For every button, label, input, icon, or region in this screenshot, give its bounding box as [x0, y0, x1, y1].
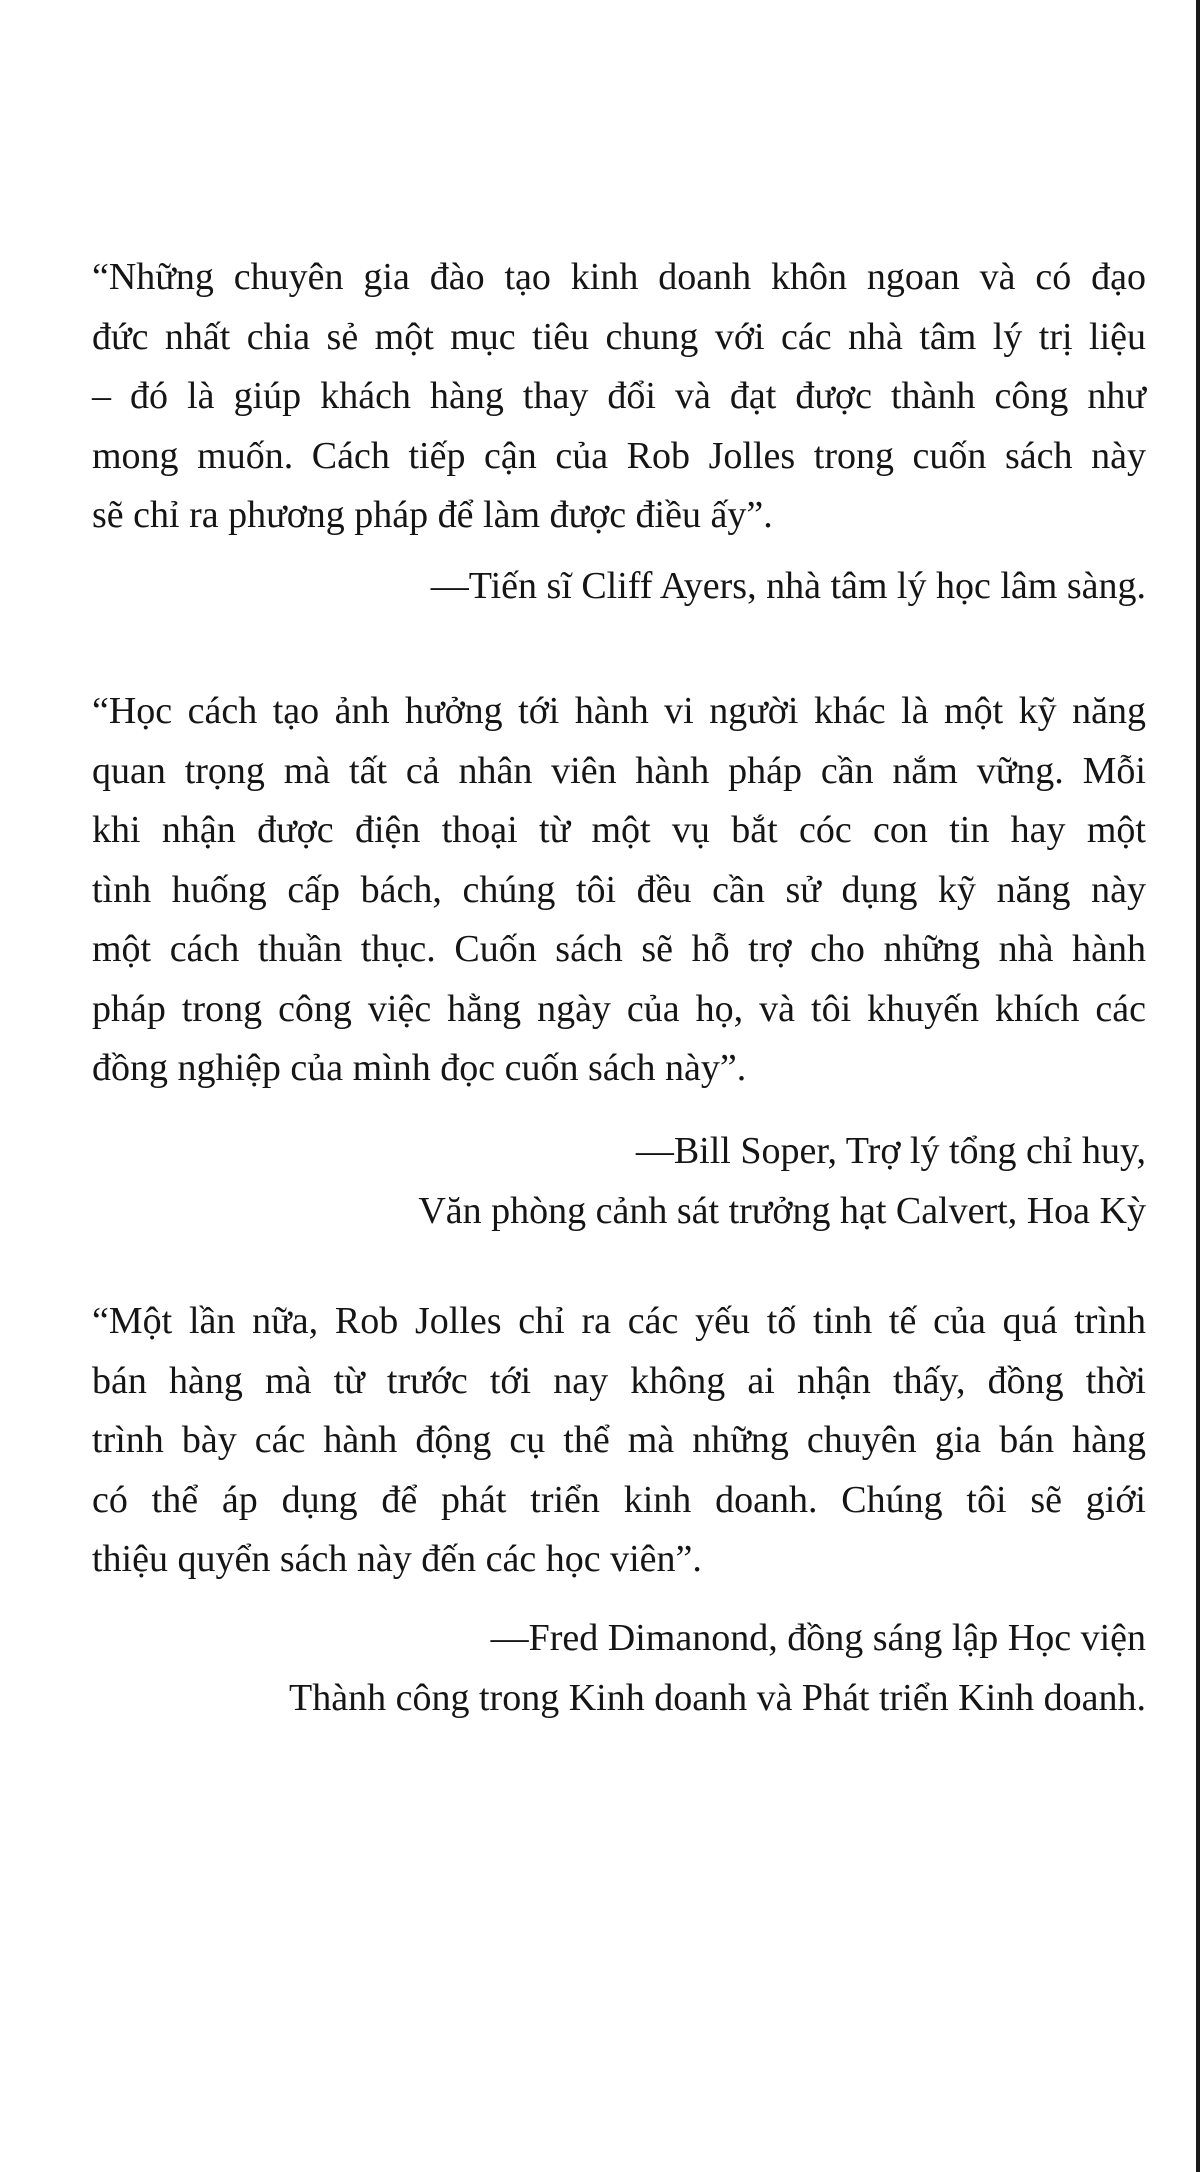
quote-line: pháp trong công việc hằng ngày của họ, và tôi khuyến khích các [92, 987, 1146, 1030]
testimonial-quote [92, 682, 1146, 1099]
quote-line: sẽ chỉ ra phương pháp để làm được điều ấy”. [92, 494, 773, 536]
quote-line: một cách thuần thục. Cuốn sách sẽ hỗ trợ cho những nhà hành [92, 928, 1146, 970]
attribution-line: —Bill Soper, Trợ lý tổng chỉ huy, [635, 1129, 1146, 1172]
quote-line: khi nhận được điện thoại từ một vụ bắt cóc con tin hay một [92, 809, 1146, 851]
attribution-line: Văn phòng cảnh sát trưởng hạt Calvert, Hoa Kỳ [418, 1189, 1146, 1232]
quote-line: “Một lần nữa, Rob Jolles chỉ ra các yếu tố tinh tế của quá trình [92, 1300, 1146, 1342]
quote-line: mong muốn. Cách tiếp cận của Rob Jolles trong cuốn sách này [92, 434, 1146, 477]
quote-line: “Học cách tạo ảnh hưởng tới hành vi người khác là một kỹ năng [92, 690, 1146, 732]
testimonial-quote [92, 1292, 1146, 1590]
attribution-line: —Fred Dimanond, đồng sáng lập Học viện [490, 1616, 1146, 1659]
quote-line: đức nhất chia sẻ một mục tiêu chung với các nhà tâm lý trị liệu [92, 315, 1146, 358]
testimonial-attribution [92, 556, 1146, 616]
testimonial-quote [92, 248, 1146, 546]
testimonial-attribution [92, 1121, 1146, 1241]
testimonial-attribution [92, 1608, 1146, 1728]
quote-line: tình huống cấp bách, chúng tôi đều cần sử dụng kỹ năng này [92, 868, 1146, 911]
attribution-line: —Tiến sĩ Cliff Ayers, nhà tâm lý học lâm sàng. [430, 564, 1146, 607]
testimonial-2 [92, 682, 1146, 1241]
page-edge-shadow [1196, 0, 1200, 2172]
quote-line: “Những chuyên gia đào tạo kinh doanh khôn ngoan và có đạo [92, 256, 1146, 298]
testimonial-3 [92, 1292, 1146, 1728]
attribution-line: Thành công trong Kinh doanh và Phát triển Kinh doanh. [289, 1676, 1146, 1719]
testimonial-1 [92, 248, 1146, 616]
quote-line: quan trọng mà tất cả nhân viên hành pháp cần nắm vững. Mỗi [92, 749, 1146, 792]
quote-line: có thể áp dụng để phát triển kinh doanh. Chúng tôi sẽ giới [92, 1478, 1146, 1521]
quote-line: – đó là giúp khách hàng thay đổi và đạt được thành công như [92, 375, 1146, 417]
quote-line: đồng nghiệp của mình đọc cuốn sách này”. [92, 1047, 747, 1089]
quote-line: bán hàng mà từ trước tới nay không ai nhận thấy, đồng thời [92, 1359, 1146, 1402]
quote-line: thiệu quyển sách này đến các học viên”. [92, 1538, 702, 1580]
quote-line: trình bày các hành động cụ thể mà những chuyên gia bán hàng [92, 1419, 1146, 1461]
